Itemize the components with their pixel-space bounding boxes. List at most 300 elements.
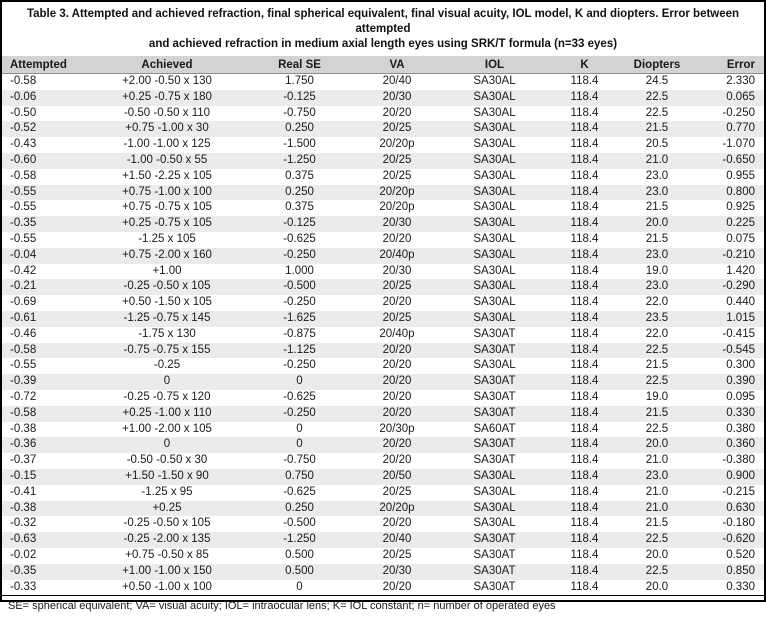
- cell-real-se: -0.125: [283, 90, 316, 103]
- cell-real-se: -0.625: [283, 232, 316, 245]
- cell-error: -0.210: [722, 248, 755, 261]
- table-row: [2, 185, 764, 201]
- cell-diopters: 19.0: [645, 264, 669, 277]
- cell-error: 0.440: [726, 296, 755, 309]
- cell-va: 20/25: [382, 485, 412, 498]
- cell-attempted: -0.36: [10, 438, 37, 451]
- cell-achieved: -0.50 -0.50 x 110: [123, 106, 211, 119]
- cell-real-se: -0.250: [283, 406, 316, 419]
- table-row: [2, 453, 764, 469]
- cell-achieved: +0.25 -1.00 x 110: [122, 406, 212, 419]
- cell-iol: SA30AT: [473, 375, 516, 388]
- cell-error: 0.390: [726, 375, 755, 388]
- cell-iol: SA30AL: [473, 469, 516, 482]
- cell-iol: SA30AL: [473, 296, 516, 309]
- cell-iol: SA30AT: [473, 580, 516, 593]
- cell-diopters: 22.5: [645, 533, 669, 546]
- cell-iol: SA30AL: [473, 169, 516, 182]
- cell-iol: SA30AL: [473, 122, 516, 135]
- cell-diopters: 21.0: [645, 454, 669, 467]
- table-row: [2, 564, 764, 580]
- cell-attempted: -0.58: [10, 406, 37, 419]
- cell-achieved: +2.00 -0.50 x 130: [122, 75, 212, 87]
- cell-va: 20/20: [382, 232, 412, 245]
- cell-va: 20/25: [382, 548, 412, 561]
- cell-k: 118.4: [570, 564, 599, 577]
- cell-va: 20/40p: [379, 248, 415, 261]
- cell-iol: SA30AT: [473, 327, 516, 340]
- cell-error: 0.065: [726, 90, 755, 103]
- table-header-row: [2, 56, 764, 74]
- cell-k: 118.4: [570, 580, 599, 593]
- cell-attempted: -0.55: [10, 201, 37, 214]
- cell-achieved: -1.00 -1.00 x 125: [123, 138, 211, 151]
- cell-iol: SA30AL: [473, 75, 516, 87]
- cell-achieved: +0.75 -2.00 x 160: [122, 248, 212, 261]
- cell-achieved: 0: [163, 375, 171, 388]
- cell-k: 118.4: [570, 122, 599, 135]
- table-row: [2, 169, 764, 185]
- table-row: [2, 232, 764, 248]
- cell-iol: SA30AL: [473, 232, 516, 245]
- cell-achieved: +0.75 -0.75 x 105: [122, 201, 212, 214]
- cell-attempted: -0.35: [10, 217, 37, 230]
- cell-achieved: -0.25: [153, 359, 181, 372]
- cell-diopters: 21.0: [645, 153, 669, 166]
- cell-iol: SA30AL: [473, 185, 516, 198]
- cell-attempted: -0.32: [10, 517, 37, 530]
- cell-iol: SA30AL: [473, 485, 516, 498]
- cell-va: 20/20: [382, 438, 412, 451]
- table-header: [2, 56, 764, 74]
- cell-k: 118.4: [570, 138, 599, 151]
- table-row: [2, 264, 764, 280]
- cell-error: -0.620: [722, 533, 755, 546]
- cell-diopters: 22.5: [645, 564, 669, 577]
- column-header-va: VA: [362, 56, 432, 74]
- cell-real-se: 0.375: [285, 201, 314, 214]
- cell-k: 118.4: [570, 311, 599, 324]
- cell-va: 20/20p: [379, 138, 415, 151]
- cell-real-se: -1.250: [283, 153, 316, 166]
- cell-iol: SA30AL: [473, 201, 516, 214]
- cell-achieved: +1.00 -1.00 x 150: [122, 564, 212, 577]
- table-row: [2, 248, 764, 264]
- cell-real-se: 0.500: [285, 548, 314, 561]
- cell-attempted: -0.38: [10, 422, 37, 435]
- cell-error: 0.800: [726, 185, 755, 198]
- cell-va: 20/30p: [379, 422, 415, 435]
- cell-iol: SA30AT: [473, 454, 516, 467]
- cell-diopters: 22.0: [645, 327, 669, 340]
- cell-error: 0.900: [726, 469, 755, 482]
- cell-error: -0.380: [722, 454, 755, 467]
- cell-iol: SA60AT: [473, 422, 516, 435]
- column-header-achieved: Achieved: [97, 56, 237, 74]
- cell-iol: SA30AL: [473, 280, 516, 293]
- cell-k: 118.4: [570, 343, 599, 356]
- cell-real-se: 0.375: [285, 169, 314, 182]
- table-row: [2, 153, 764, 169]
- cell-attempted: -0.50: [10, 106, 37, 119]
- column-header-k: K: [557, 56, 612, 74]
- cell-va: 20/20: [382, 390, 412, 403]
- cell-real-se: -0.875: [283, 327, 316, 340]
- cell-k: 118.4: [570, 201, 599, 214]
- table-row: [2, 137, 764, 153]
- cell-achieved: +0.75 -0.50 x 85: [125, 548, 209, 561]
- table-row: [2, 485, 764, 501]
- table-row: [2, 516, 764, 532]
- cell-diopters: 22.5: [645, 375, 669, 388]
- cell-diopters: 21.5: [645, 359, 669, 372]
- cell-real-se: 0.750: [285, 469, 314, 482]
- cell-k: 118.4: [570, 75, 599, 87]
- cell-error: -0.650: [722, 153, 755, 166]
- cell-attempted: -0.61: [10, 311, 37, 324]
- cell-achieved: +0.75 -1.00 x 30: [125, 122, 209, 135]
- column-header-real-se: Real SE: [237, 56, 362, 74]
- cell-k: 118.4: [570, 217, 599, 230]
- cell-va: 20/20: [382, 359, 412, 372]
- cell-attempted: -0.21: [10, 280, 37, 293]
- cell-error: -0.215: [722, 485, 755, 498]
- cell-real-se: -0.750: [283, 106, 316, 119]
- cell-k: 118.4: [570, 375, 599, 388]
- cell-error: 0.225: [726, 217, 755, 230]
- cell-attempted: -0.60: [10, 153, 37, 166]
- table-title: [2, 2, 764, 56]
- cell-iol: SA30AT: [473, 533, 516, 546]
- cell-va: 20/20p: [379, 501, 415, 514]
- cell-iol: SA30AL: [473, 153, 516, 166]
- cell-k: 118.4: [570, 517, 599, 530]
- cell-achieved: +0.25: [152, 501, 182, 514]
- cell-real-se: 0.250: [285, 501, 314, 514]
- cell-diopters: 23.0: [645, 469, 669, 482]
- cell-k: 118.4: [570, 548, 599, 561]
- cell-iol: SA30AL: [473, 517, 516, 530]
- cell-error: 0.630: [726, 501, 755, 514]
- table-row: [2, 295, 764, 311]
- cell-iol: SA30AT: [473, 343, 516, 356]
- cell-achieved: +0.50 -1.00 x 100: [122, 580, 212, 593]
- cell-iol: SA30AL: [473, 501, 516, 514]
- cell-error: 0.955: [726, 169, 755, 182]
- cell-achieved: +1.50 -1.50 x 90: [125, 469, 209, 482]
- cell-error: -0.250: [722, 106, 755, 119]
- cell-real-se: 0.250: [285, 185, 314, 198]
- cell-k: 118.4: [570, 296, 599, 309]
- cell-achieved: -1.75 x 130: [138, 327, 196, 340]
- cell-diopters: 22.0: [645, 296, 669, 309]
- cell-diopters: 19.0: [645, 390, 669, 403]
- cell-error: 0.925: [726, 201, 755, 214]
- cell-real-se: 0: [296, 438, 303, 451]
- cell-attempted: -0.72: [10, 390, 37, 403]
- cell-va: 20/30: [382, 90, 412, 103]
- cell-va: 20/30: [382, 564, 412, 577]
- cell-diopters: 21.5: [645, 406, 669, 419]
- cell-va: 20/20p: [379, 185, 415, 198]
- table-body: [2, 74, 764, 596]
- cell-k: 118.4: [570, 90, 599, 103]
- cell-real-se: -0.250: [283, 248, 316, 261]
- cell-va: 20/30: [382, 264, 412, 277]
- cell-attempted: -0.55: [10, 185, 37, 198]
- cell-real-se: -0.125: [283, 217, 316, 230]
- cell-real-se: 1.750: [285, 75, 314, 87]
- cell-diopters: 20.0: [645, 438, 669, 451]
- cell-iol: SA30AL: [473, 311, 516, 324]
- cell-real-se: -0.500: [283, 280, 316, 293]
- cell-attempted: -0.52: [10, 122, 37, 135]
- cell-real-se: 1.000: [285, 264, 314, 277]
- cell-va: 20/20: [382, 106, 412, 119]
- table-row: [2, 327, 764, 343]
- cell-attempted: -0.39: [10, 375, 37, 388]
- cell-error: 0.360: [726, 438, 755, 451]
- table-row: [2, 279, 764, 295]
- cell-attempted: -0.35: [10, 564, 37, 577]
- cell-attempted: -0.58: [10, 75, 37, 87]
- cell-diopters: 20.0: [645, 217, 669, 230]
- column-header-diopters: Diopters: [612, 56, 702, 74]
- cell-va: 20/50: [382, 469, 412, 482]
- cell-k: 118.4: [570, 438, 599, 451]
- cell-iol: SA30AT: [473, 564, 516, 577]
- cell-attempted: -0.55: [10, 359, 37, 372]
- table-row: [2, 106, 764, 122]
- cell-real-se: -0.250: [283, 296, 316, 309]
- cell-k: 118.4: [570, 327, 599, 340]
- table-row: [2, 580, 764, 596]
- cell-attempted: -0.43: [10, 138, 37, 151]
- cell-real-se: -0.500: [283, 517, 316, 530]
- cell-diopters: 24.5: [645, 75, 669, 87]
- cell-diopters: 21.0: [645, 501, 669, 514]
- cell-va: 20/25: [382, 311, 412, 324]
- cell-diopters: 23.0: [645, 169, 669, 182]
- cell-diopters: 22.5: [645, 343, 669, 356]
- cell-error: 1.420: [726, 264, 755, 277]
- cell-iol: SA30AL: [473, 217, 516, 230]
- cell-va: 20/25: [382, 169, 412, 182]
- cell-va: 20/20: [382, 296, 412, 309]
- cell-va: 20/40: [382, 75, 412, 87]
- cell-k: 118.4: [570, 264, 599, 277]
- cell-iol: SA30AL: [473, 248, 516, 261]
- cell-real-se: -0.250: [283, 359, 316, 372]
- cell-attempted: -0.69: [10, 296, 37, 309]
- cell-va: 20/20: [382, 517, 412, 530]
- cell-attempted: -0.42: [10, 264, 37, 277]
- cell-diopters: 22.5: [645, 422, 669, 435]
- column-header-attempted: Attempted: [2, 56, 97, 74]
- cell-achieved: -0.25 -0.50 x 105: [123, 280, 211, 293]
- cell-real-se: -0.750: [283, 454, 316, 467]
- cell-k: 118.4: [570, 533, 599, 546]
- cell-diopters: 21.5: [645, 122, 669, 135]
- table-row: [2, 501, 764, 517]
- cell-iol: SA30AL: [473, 359, 516, 372]
- cell-error: 0.330: [726, 580, 755, 593]
- cell-error: -0.180: [722, 517, 755, 530]
- table-row: [2, 121, 764, 137]
- cell-achieved: +1.00 -2.00 x 105: [122, 422, 212, 435]
- cell-achieved: -1.25 -0.75 x 145: [123, 311, 211, 324]
- cell-diopters: 23.0: [645, 185, 669, 198]
- cell-attempted: -0.58: [10, 169, 37, 182]
- column-header-iol: IOL: [432, 56, 557, 74]
- cell-attempted: -0.37: [10, 454, 37, 467]
- cell-attempted: -0.33: [10, 580, 37, 593]
- cell-diopters: 20.0: [645, 548, 669, 561]
- cell-achieved: -0.75 -0.75 x 155: [123, 343, 211, 356]
- cell-iol: SA30AL: [473, 138, 516, 151]
- cell-diopters: 20.0: [645, 580, 669, 593]
- cell-diopters: 23.5: [645, 311, 669, 324]
- cell-iol: SA30AL: [473, 106, 516, 119]
- cell-iol: SA30AT: [473, 438, 516, 451]
- cell-real-se: -1.625: [283, 311, 316, 324]
- table-row: [2, 437, 764, 453]
- cell-error: 0.770: [726, 122, 755, 135]
- cell-error: 2.330: [726, 75, 755, 87]
- cell-achieved: -0.25 -0.50 x 105: [123, 517, 211, 530]
- cell-achieved: +1.00: [152, 264, 182, 277]
- cell-k: 118.4: [570, 422, 599, 435]
- cell-iol: SA30AL: [473, 264, 516, 277]
- table-row: [2, 548, 764, 564]
- cell-real-se: -1.125: [283, 343, 316, 356]
- column-header-error: Error: [702, 56, 764, 74]
- cell-real-se: 0.250: [285, 122, 314, 135]
- cell-achieved: +0.75 -1.00 x 100: [122, 185, 212, 198]
- cell-va: 20/40: [382, 533, 412, 546]
- cell-real-se: 0: [296, 580, 303, 593]
- cell-achieved: -0.25 -0.75 x 120: [123, 390, 211, 403]
- cell-achieved: -1.00 -0.50 x 55: [126, 153, 208, 166]
- cell-error: 0.300: [726, 359, 755, 372]
- cell-diopters: 20.5: [645, 138, 669, 151]
- cell-va: 20/20: [382, 343, 412, 356]
- cell-attempted: -0.58: [10, 343, 37, 356]
- cell-va: 20/20: [382, 580, 412, 593]
- cell-error: 0.520: [726, 548, 755, 561]
- cell-achieved: +0.25 -0.75 x 180: [122, 90, 212, 103]
- cell-diopters: 21.5: [645, 517, 669, 530]
- cell-error: 0.380: [726, 422, 755, 435]
- cell-attempted: -0.06: [10, 90, 37, 103]
- cell-iol: SA30AT: [473, 390, 516, 403]
- cell-attempted: -0.38: [10, 501, 37, 514]
- cell-k: 118.4: [570, 153, 599, 166]
- cell-error: -0.415: [722, 327, 755, 340]
- cell-iol: SA30AT: [473, 406, 516, 419]
- cell-diopters: 21.5: [645, 232, 669, 245]
- table-row: [2, 90, 764, 106]
- cell-real-se: -1.500: [283, 138, 316, 151]
- cell-error: 0.075: [726, 232, 755, 245]
- cell-attempted: -0.15: [10, 469, 37, 482]
- refraction-data-table: [2, 56, 764, 595]
- table-row: [2, 343, 764, 359]
- table-footnote: SE= spherical equivalent; VA= visual acuity; IOL= intraocular lens; K= IOL constant; n= number of operated eyes: [2, 595, 764, 617]
- table-row: [2, 406, 764, 422]
- cell-k: 118.4: [570, 106, 599, 119]
- cell-attempted: -0.46: [10, 327, 37, 340]
- cell-va: 20/20: [382, 375, 412, 388]
- table-row: [2, 216, 764, 232]
- cell-k: 118.4: [570, 169, 599, 182]
- table-row: [2, 200, 764, 216]
- cell-error: 1.015: [726, 311, 755, 324]
- cell-real-se: -0.625: [283, 485, 316, 498]
- table-row: [2, 358, 764, 374]
- cell-achieved: +0.50 -1.50 x 105: [122, 296, 212, 309]
- cell-diopters: 22.5: [645, 106, 669, 119]
- cell-k: 118.4: [570, 185, 599, 198]
- cell-va: 20/20: [382, 406, 412, 419]
- cell-k: 118.4: [570, 232, 599, 245]
- cell-attempted: -0.55: [10, 232, 37, 245]
- cell-diopters: 21.0: [645, 485, 669, 498]
- cell-k: 118.4: [570, 501, 599, 514]
- cell-real-se: 0: [296, 422, 303, 435]
- table-row: [2, 311, 764, 327]
- cell-achieved: -1.25 x 105: [138, 232, 196, 245]
- cell-achieved: -0.50 -0.50 x 30: [126, 454, 208, 467]
- cell-diopters: 23.0: [645, 280, 669, 293]
- cell-va: 20/25: [382, 280, 412, 293]
- cell-k: 118.4: [570, 406, 599, 419]
- cell-attempted: -0.04: [10, 248, 37, 261]
- cell-va: 20/30: [382, 217, 412, 230]
- cell-k: 118.4: [570, 454, 599, 467]
- cell-va: 20/25: [382, 153, 412, 166]
- cell-k: 118.4: [570, 280, 599, 293]
- cell-real-se: -0.625: [283, 390, 316, 403]
- table-row: [2, 469, 764, 485]
- cell-va: 20/40p: [379, 327, 415, 340]
- cell-error: 0.330: [726, 406, 755, 419]
- cell-k: 118.4: [570, 469, 599, 482]
- cell-attempted: -0.63: [10, 533, 37, 546]
- cell-k: 118.4: [570, 359, 599, 372]
- cell-error: -0.545: [722, 343, 755, 356]
- cell-error: 0.850: [726, 564, 755, 577]
- table-row: [2, 390, 764, 406]
- table-row: [2, 74, 764, 90]
- cell-error: -0.290: [722, 280, 755, 293]
- cell-iol: SA30AT: [473, 548, 516, 561]
- cell-real-se: -1.250: [283, 533, 316, 546]
- cell-achieved: +1.50 -2.25 x 105: [122, 169, 212, 182]
- cell-error: -1.070: [722, 138, 755, 151]
- cell-real-se: 0.500: [285, 564, 314, 577]
- cell-attempted: -0.02: [10, 548, 37, 561]
- cell-achieved: -1.25 x 95: [141, 485, 193, 498]
- cell-k: 118.4: [570, 390, 599, 403]
- cell-diopters: 21.5: [645, 201, 669, 214]
- cell-error: 0.095: [726, 390, 755, 403]
- cell-va: 20/25: [382, 122, 412, 135]
- cell-diopters: 22.5: [645, 90, 669, 103]
- table-title-line-1: Table 3. Attempted and achieved refraction, final spherical equivalent, final visual acuity, IOL model, K and diopters. Error between attempted: [26, 8, 740, 35]
- cell-va: 20/20p: [379, 201, 415, 214]
- cell-iol: SA30AL: [473, 90, 516, 103]
